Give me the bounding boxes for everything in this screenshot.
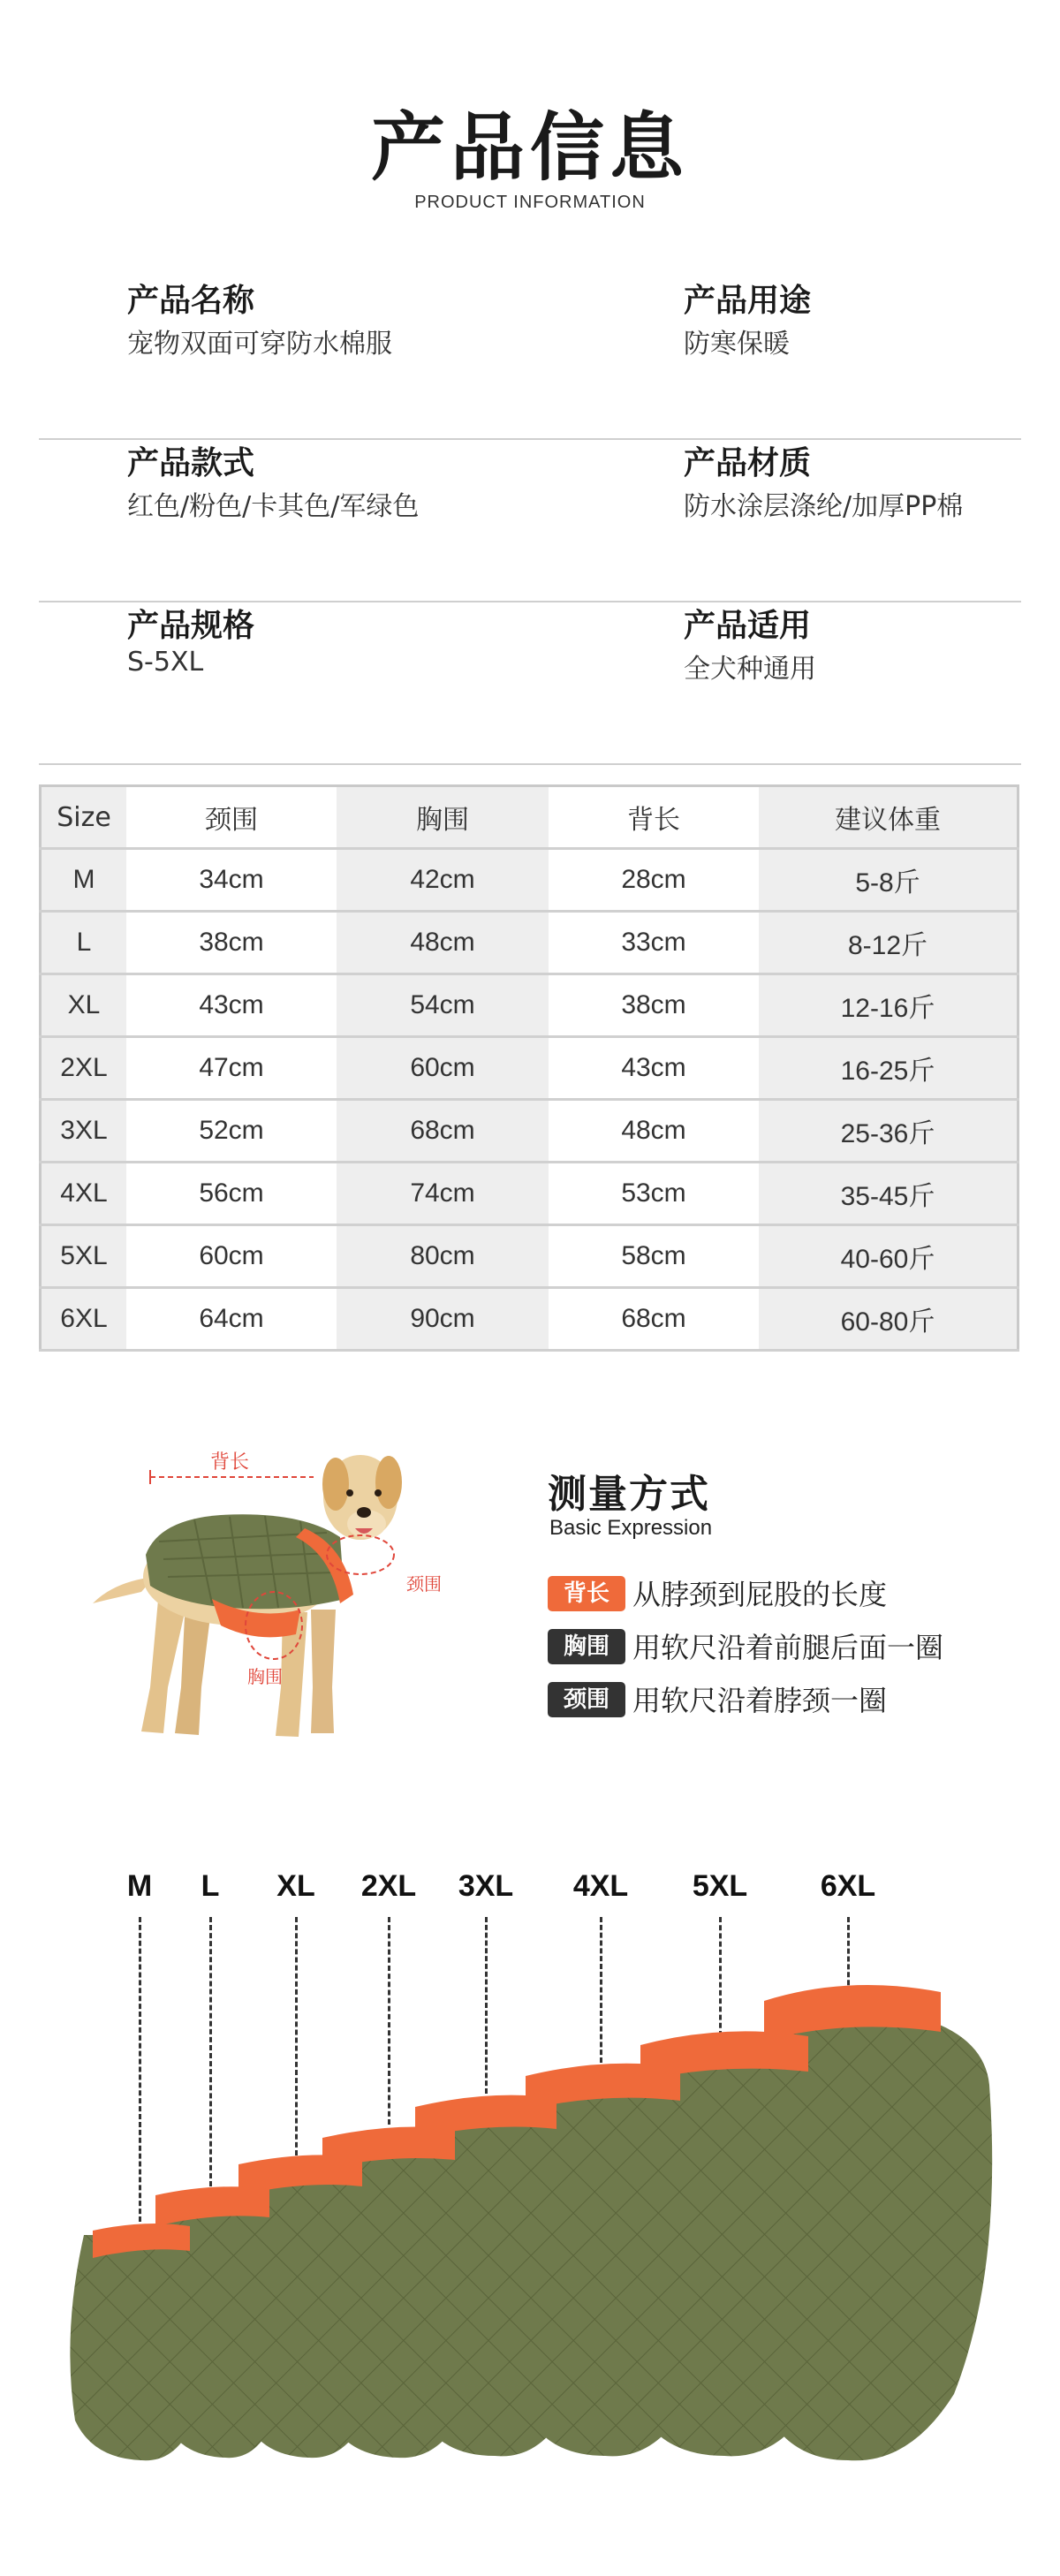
cell-weight: 60-80斤 [759, 1288, 1018, 1351]
cell-back: 48cm [549, 1100, 759, 1163]
measure-tag-chest: 胸围 [548, 1629, 625, 1664]
lineup-label-6xl: 6XL [820, 1869, 876, 1903]
measure-tag-back: 背长 [548, 1576, 625, 1611]
lineup-label-2xl: 2XL [360, 1869, 417, 1903]
table-row [41, 849, 1018, 912]
cell-chest: 68cm [337, 1100, 549, 1163]
size-table-header [41, 786, 1018, 849]
product-spec-label: 产品规格 [127, 608, 255, 644]
cell-size: 4XL [41, 1163, 127, 1225]
cell-size: 3XL [41, 1100, 127, 1163]
product-style-label: 产品款式 [127, 445, 255, 481]
table-row [41, 1163, 1018, 1225]
table-row [41, 974, 1018, 1037]
cell-size: L [41, 912, 127, 974]
product-spec-value: S-5XL [127, 647, 204, 678]
info-row-3 [39, 601, 1021, 765]
cell-weight: 40-60斤 [759, 1225, 1018, 1288]
header-weight: 建议体重 [759, 786, 1018, 849]
product-fit-value: 全犬种通用 [684, 654, 816, 685]
product-name-label: 产品名称 [127, 283, 255, 319]
cell-neck: 38cm [126, 912, 337, 974]
cell-weight: 5-8斤 [759, 849, 1018, 912]
lineup-label-l: L [201, 1869, 220, 1903]
table-row [41, 1037, 1018, 1100]
jacket-lineup [0, 1979, 1060, 2509]
back-length-label: 背长 [209, 1451, 250, 1474]
measure-text-back: 从脖颈到屁股的长度 [632, 1578, 888, 1611]
cell-size: XL [41, 974, 127, 1037]
cell-chest: 54cm [337, 974, 549, 1037]
info-row-2 [39, 438, 1021, 602]
jacket-m [70, 2224, 209, 2460]
measure-subtitle: Basic Expression [549, 1516, 713, 1540]
lineup-label-4xl: 4XL [572, 1869, 629, 1903]
cell-neck: 56cm [126, 1163, 337, 1225]
cell-neck: 43cm [126, 974, 337, 1037]
dog-measure-illustration [80, 1422, 468, 1793]
cell-back: 33cm [549, 912, 759, 974]
cell-size: M [41, 849, 127, 912]
cell-back: 38cm [549, 974, 759, 1037]
lineup-label-m: M [126, 1869, 153, 1903]
measure-text-chest: 用软尺沿着前腿后面一圈 [632, 1631, 944, 1664]
cell-size: 5XL [41, 1225, 127, 1288]
cell-chest: 80cm [337, 1225, 549, 1288]
cell-size: 6XL [41, 1288, 127, 1351]
page-subtitle: PRODUCT INFORMATION [414, 193, 646, 212]
size-table [39, 784, 1019, 1352]
chest-label: 胸围 [247, 1666, 283, 1687]
page-title: 产品信息 [370, 104, 689, 191]
header-back: 背长 [549, 786, 759, 849]
lineup-label-3xl: 3XL [458, 1869, 514, 1903]
product-fit-label: 产品适用 [684, 608, 812, 644]
cell-chest: 74cm [337, 1163, 549, 1225]
cell-weight: 35-45斤 [759, 1163, 1018, 1225]
lineup-label-5xl: 5XL [692, 1869, 748, 1903]
cell-back: 28cm [549, 849, 759, 912]
product-name-value: 宠物双面可穿防水棉服 [127, 329, 392, 360]
product-use-label: 产品用途 [684, 283, 812, 319]
measure-tag-neck: 颈围 [548, 1682, 625, 1717]
info-row-1 [39, 276, 1021, 440]
cell-weight: 12-16斤 [759, 974, 1018, 1037]
product-material-label: 产品材质 [684, 445, 812, 481]
table-row [41, 912, 1018, 974]
product-material-value: 防水涂层涤纶/加厚PP棉 [684, 491, 964, 522]
product-style-value: 红色/粉色/卡其色/军绿色 [127, 491, 420, 522]
cell-neck: 34cm [126, 849, 337, 912]
cell-neck: 52cm [126, 1100, 337, 1163]
measure-title: 测量方式 [548, 1472, 710, 1517]
table-row [41, 1100, 1018, 1163]
cell-size: 2XL [41, 1037, 127, 1100]
cell-back: 53cm [549, 1163, 759, 1225]
cell-chest: 90cm [337, 1288, 549, 1351]
cell-chest: 48cm [337, 912, 549, 974]
measure-text-neck: 用软尺沿着脖颈一圈 [632, 1684, 888, 1717]
cell-weight: 8-12斤 [759, 912, 1018, 974]
header-chest: 胸围 [337, 786, 549, 849]
table-row [41, 1225, 1018, 1288]
cell-back: 43cm [549, 1037, 759, 1100]
cell-neck: 64cm [126, 1288, 337, 1351]
cell-back: 68cm [549, 1288, 759, 1351]
product-use-value: 防寒保暖 [684, 329, 790, 360]
header-size: Size [41, 786, 127, 849]
cell-chest: 60cm [337, 1037, 549, 1100]
cell-weight: 25-36斤 [759, 1100, 1018, 1163]
neck-label: 颈围 [406, 1573, 442, 1595]
lineup-label-xl: XL [276, 1869, 315, 1903]
cell-back: 58cm [549, 1225, 759, 1288]
cell-neck: 60cm [126, 1225, 337, 1288]
cell-chest: 42cm [337, 849, 549, 912]
header-neck: 颈围 [126, 786, 337, 849]
cell-neck: 47cm [126, 1037, 337, 1100]
table-row [41, 1288, 1018, 1351]
cell-weight: 16-25斤 [759, 1037, 1018, 1100]
